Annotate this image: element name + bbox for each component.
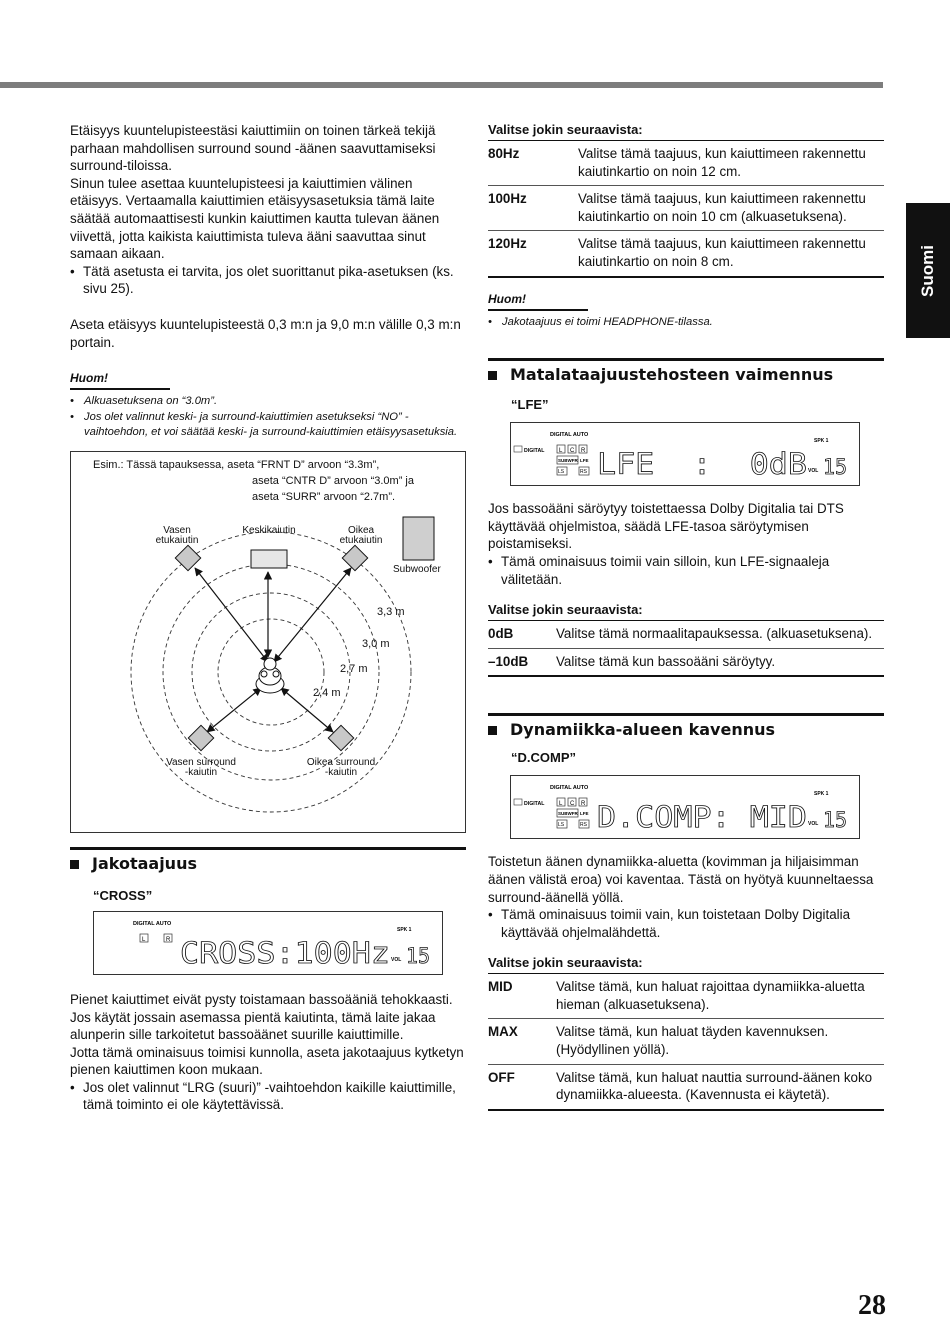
ring-label-2-7: 2,7 m — [340, 662, 368, 675]
section-lfe — [488, 358, 884, 389]
table-value: Valitse tämä, kun haluat rajoittaa dynamiikka-aluetta hieman (alkuasetuksena). — [556, 979, 865, 1012]
display-subwfr: SUBWFR — [558, 811, 578, 817]
note-title: Huom! — [70, 371, 108, 386]
display-ch-l: L — [559, 448, 563, 455]
top-rule — [0, 82, 883, 88]
display-rs: RS — [580, 469, 587, 476]
label-front-right: Oikea etukaiutin — [339, 524, 383, 546]
speaker-distance-diagram — [70, 451, 466, 833]
lfe-display — [510, 422, 884, 486]
dcomp-label: “D.COMP” — [511, 750, 576, 766]
table-row — [488, 1019, 884, 1064]
section-bullet-square — [488, 371, 497, 380]
center-speaker — [251, 550, 287, 568]
table-heading: Valitse jokin seuraavista: — [488, 955, 884, 974]
display-vol: VOL — [391, 956, 402, 963]
note-crossover — [488, 292, 884, 331]
label-center: Keskikaiutin — [242, 524, 296, 536]
table-key: 0dB — [488, 626, 514, 642]
display-lfe: LFE — [580, 458, 589, 464]
display-subwfr: SUBWFR — [558, 458, 578, 464]
ring-label-3-3: 3,3 m — [377, 605, 405, 618]
display-spk: SPK 1 — [814, 438, 829, 445]
right-column — [488, 122, 884, 1111]
table-key: MID — [488, 979, 513, 995]
lfe-label: “LFE” — [511, 397, 549, 413]
example-line-1: Esim.: Tässä tapauksessa, aseta “FRNT D” arvoon “3.3m”, — [93, 458, 380, 471]
section-title: Jakotaajuus — [92, 853, 197, 873]
arrow-front-left — [195, 568, 268, 662]
arrow-surround-left — [207, 688, 261, 732]
label-surround-left: Vasen surround -kaiutin — [166, 756, 236, 778]
cross-paragraph-2: Jotta tämä ominaisuus toimisi kunnolla, aseta jakotaajuus kytketyn pienen kaiuttimen koon mukaan. — [70, 1044, 464, 1078]
lfe-table — [488, 602, 884, 677]
display-ch-r: R — [166, 936, 171, 943]
display-text: D.COMP: MID — [597, 800, 807, 835]
display-tag: DIGITAL AUTO — [133, 920, 172, 927]
display-number: 15 — [823, 808, 847, 833]
section-bullet-square — [70, 860, 79, 869]
table-heading: Valitse jokin seuraavista: — [488, 122, 884, 141]
note-title: Huom! — [488, 291, 526, 306]
table-value: Valitse tämä normaalitapauksessa. (alkuasetuksena). — [556, 626, 873, 642]
section-title: Matalataajuustehosteen vaimennus — [510, 365, 834, 385]
speaker-layout-figure — [71, 452, 467, 834]
section-dcomp — [488, 713, 884, 744]
display-ls: LS — [558, 469, 565, 476]
display-ch-r: R — [581, 801, 586, 808]
table-value: Valitse tämä taajuus, kun kaiuttimeen rakennettu kaiutinkartio on noin 12 cm. — [578, 146, 866, 179]
display-rs: RS — [580, 822, 587, 829]
table-row — [488, 1065, 884, 1111]
label-surround-right: Oikea surround -kaiutin — [306, 756, 376, 778]
table-value: Valitse tämä, kun haluat täyden kavennuksen. (Hyödyllinen yöllä). — [556, 1024, 829, 1058]
display-tag: DIGITAL AUTO — [550, 785, 589, 792]
display-vol: VOL — [808, 468, 819, 475]
table-key: 100Hz — [488, 191, 527, 207]
label-front-left: Vasen etukaiutin — [155, 524, 199, 546]
distance-intro: Etäisyys kuuntelupisteestäsi kaiuttimiin on toinen tärkeä tekijä parhaan mahdollisen surround sound -äänen saavuttamiseksi surround-tiloissa. — [70, 123, 436, 174]
note-item: • Alkuasetuksena on “3.0m”. — [70, 394, 466, 410]
table-key: 120Hz — [488, 236, 527, 252]
display-ch-c: C — [570, 801, 575, 808]
display-text: LFE : 0dB — [597, 447, 807, 482]
cross-label: “CROSS” — [93, 887, 153, 903]
display-lfe: LFE — [580, 811, 589, 817]
note-distance — [70, 371, 466, 441]
arrow-front-right — [274, 568, 351, 662]
surround-right-speaker — [328, 725, 353, 750]
front-right-speaker — [342, 545, 367, 570]
display-spk: SPK 1 — [814, 791, 829, 798]
table-row — [488, 974, 884, 1019]
cross-display — [93, 911, 466, 975]
distance-explanation: Sinun tulee asettaa kuuntelupisteesi ja kaiuttimien välinen etäisyys. Vertaamalla kaiuttimien etäisyysasetuksia tämä laite säätää automaattisesti kunkin kaiuttimen kautta tulevan äänen viivettä, jotta kaikista kaiuttimista tuleva ääni saavuttaa sinut samaan aikaan. — [70, 175, 440, 262]
example-line-3: aseta “SURR” arvoon “2.7m”. — [252, 490, 396, 503]
listener-icon — [256, 658, 284, 693]
display-vol: VOL — [808, 821, 819, 828]
table-row — [488, 649, 884, 678]
lfe-paragraph: Jos bassoääni säröytyy toistettaessa Dolby Digitalia tai DTS käyttävää ohjelmistoa, säädä LFE-tasoa säröytymisen poistamiseksi. — [488, 501, 844, 552]
table-key: 80Hz — [488, 146, 520, 161]
page-number: 28 — [858, 1290, 886, 1321]
dcomp-paragraph: Toistetun äänen dynamiikka-aluetta (kovimman ja hiljaisimman äänen välistä eroa) voi kaventaa. Tästä on hyötyä kuunneltaessa surround-äänellä yöllä. — [488, 854, 874, 905]
table-value: Valitse tämä taajuus, kun kaiuttimeen rakennettu kaiutinkartio on noin 10 cm (alkuasetuksena). — [578, 191, 866, 224]
table-row — [488, 141, 884, 186]
display-ch-l: L — [142, 936, 146, 943]
dcomp-display — [510, 775, 884, 839]
distance-range: Aseta etäisyys kuuntelupisteestä 0,3 m:n ja 9,0 m:n välille 0,3 m:n portain. — [70, 316, 461, 350]
display-digital: DIGITAL — [524, 448, 545, 455]
table-key: OFF — [488, 1069, 515, 1085]
language-tab-label: Suomi — [918, 244, 937, 297]
display-text: CROSS:100Hz — [180, 935, 390, 970]
display-number: 15 — [406, 943, 430, 968]
table-row — [488, 621, 884, 649]
table-key: –10dB — [488, 653, 529, 669]
example-line-2: aseta “CNTR D” arvoon “3.0m” ja — [252, 474, 414, 487]
display-ch-c: C — [570, 448, 575, 455]
distance-bullet: • Tätä asetusta ei tarvita, jos olet suorittanut pika-asetuksen (ks. sivu 25). — [70, 263, 466, 298]
table-value: Valitse tämä taajuus, kun kaiuttimeen rakennettu kaiutinkartio on noin 8 cm. — [578, 236, 866, 269]
cross-paragraph-1: Pienet kaiuttimet eivät pysty toistamaan bassoääniä tehokkaasti. Jos käytät jossain asemassa pientä kaiutinta, tämä laite jakaa alunperin sille tarkoitetut bassoäänet suurille kaiuttimille. — [70, 991, 453, 1043]
display-ls: LS — [558, 822, 565, 829]
table-value: Valitse tämä, kun haluat nauttia surround-äänen koko dynamiikka-alueesta. (Kavennusta ei käytetä). — [556, 1069, 873, 1103]
lfe-bullet: • Tämä ominaisuus toimii vain silloin, kun LFE-signaaleja välitetään. — [488, 553, 884, 588]
display-ch-l: L — [559, 801, 563, 808]
left-column — [70, 122, 466, 1114]
table-row — [488, 231, 884, 277]
display-tag: DIGITAL AUTO — [550, 432, 589, 439]
display-digital: DIGITAL — [524, 801, 545, 808]
section-title: Dynamiikka-alueen kavennus — [510, 720, 776, 740]
label-subwoofer: Subwoofer — [393, 563, 441, 575]
display-spk: SPK 1 — [397, 926, 412, 933]
dcomp-table — [488, 955, 884, 1111]
table-value: Valitse tämä kun bassoääni säröytyy. — [556, 653, 776, 669]
display-number: 15 — [823, 455, 847, 480]
subwoofer-box — [403, 517, 434, 560]
section-crossover — [70, 847, 466, 878]
cross-bullet: • Jos olet valinnut “LRG (suuri)” -vaihtoehdon kaikille kaiuttimille, tämä toiminto ei ole käytettävissä. — [70, 1079, 466, 1114]
section-bullet-square — [488, 726, 497, 735]
ring-label-2-4: 2,4 m — [313, 686, 341, 699]
front-left-speaker — [175, 545, 200, 570]
frequency-table — [488, 122, 884, 278]
table-heading: Valitse jokin seuraavista: — [488, 602, 884, 621]
dcomp-bullet: • Tämä ominaisuus toimii vain, kun toistetaan Dolby Digitalia käyttävää ohjelmalähdettä. — [488, 906, 884, 941]
display-ch-r: R — [581, 448, 586, 455]
table-key: MAX — [488, 1024, 518, 1040]
language-tab — [906, 203, 950, 338]
note-item: • Jakotaajuus ei toimi HEADPHONE-tilassa. — [488, 315, 884, 331]
table-row — [488, 186, 884, 231]
ring-label-3-0: 3,0 m — [362, 637, 390, 650]
note-item: • Jos olet valinnut keski- ja surround-kaiuttimien asetukseksi “NO” -vaihtoehdon, et voi säätää keski- ja surround-kaiuttimien etäisyysasetuksia. — [70, 410, 466, 441]
